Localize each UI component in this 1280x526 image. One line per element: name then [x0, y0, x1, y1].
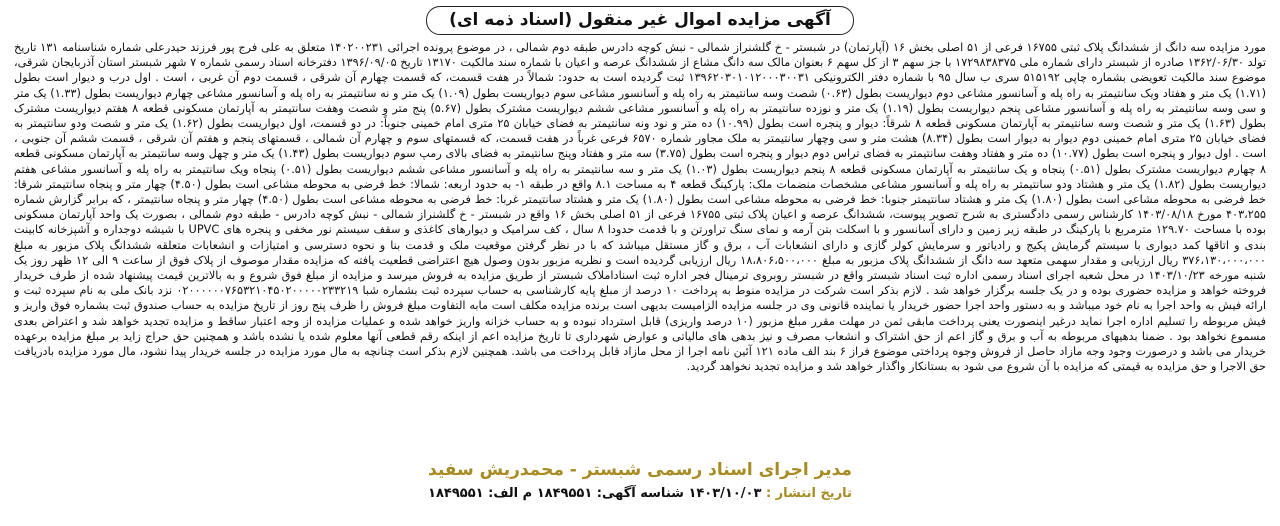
publish-date-label: تاریخ انتشار :: [765, 486, 852, 501]
signature-line: مدیر اجرای اسناد رسمی شبستر - محمدریش سفید: [428, 460, 852, 480]
title-wrapper: [0, 6, 1280, 35]
notice-title: آگهی مزایده اموال غیر منقول (اسناد ذمه ای): [426, 6, 854, 35]
publish-info: [0, 486, 1280, 501]
publish-date-value: ۱۴۰۳/۱۰/۰۳ شناسه آگهی: ۱۸۴۹۵۵۱ م الف: ۱۸۴۹۵۵۱: [428, 486, 762, 501]
notice-body: مورد مزایده سه دانگ از ششدانگ پلاک ثبتی ۱۶۷۵۵ فرعی از ۵۱ اصلی بخش ۱۶ (آپارتمان) در شبستر - خ گلشنراز شمالی - نبش کوچه دادرس طبقه دوم شمالی ، در موضوع پرونده اجرائی ۱۴۰۲۰۰۲۳۱ متعلق به علی فرج پور فرزند حیدرعلی شماره شناسنامه ۱۳۱ تاریخ تولد ۱۳۶۲/۰۶/۳۰ صادره از شبستر دارای شماره ملی ۱۷۲۹۸۳۸۳۷۵ با جز سهم ۳ از کل سهم ۶ بعنوان مالک سه دانگ مشاع از ششدانگ عرصه و اعیان با شماره سند مالکیت ۱۳۱۷۰ تاریخ ۱۳۹۶/۰۹/۰۵ دفترخانه اسناد رسمی شماره ۷ شهر شبستر استان آذربایجان شرقی، موضوع سند مالکیت تعویضی بشماره چاپی ۵۱۵۱۹۲ سری ب سال ۹۵ با شماره دفتر الکترونیکی ۱۳۹۶۲۰۳۰۱۰۱۲۰۰۰۳۰۰۳۱ ثبت گردیده است به حدود: شمالاً در هفت قسمت، که قسمت چهارم آن شرقی ، قسمت دوم آن غربی ، است . اول درب و دیوار است بطول (۱.۷۱) یک متر و هفتاد ویک سانتیمتر به راه پله و آسانسور مشاعی دوم دیواریست بطول (۰.۶۳) شصت وسه سانتیمتر به راه پله و آسانسور مشاعی سوم دیواریست بطول (۱.۰۹) یک متر و نه سانتیمتر به راه پله و آسانسور مشاعی چهارم دیواریست بطول (۱.۳۳) یک متر و سی وسه سانتیمتر به راه پله و آسانسور مشاعی پنجم دیواریست بطول (۱.۱۹) یک متر و نوزده سانتیمتر به راه پله و آسانسور مشاعی ششم دیواریست مشترک بطول (۵.۶۷) پنج متر و شصت وهفت سانتیمتر به آپارتمان مسکونی قطعه ۸ هفتم دیواریست مشترک بطول (۱.۶۳) یک متر و شصت وسه سانتیمتر به آپارتمان مسکونی قطعه ۸ شرقاً: دیوار و پنجره است بطول (۱۰.۹۹) ده متر و نود ونه سانتیمتر به فضای خیابان ۲۵ متری امام خمینی جنوباً: در دو قسمت، اول دیواریست بطول (۱.۶۲) یک متر و شصت ودو سانتیمتر به فضای خیابان ۲۵ متری امام خمینی دوم دیوار به دیوار است بطول (۸.۳۴) هشت متر و سی وچهار سانتیمتر به ملک مجاور شماره ۶۵۷۰ فرعی غرباً در هفت قسمت، که قسمتهای سوم و چهارم آن شمالی ، قسمتهای پنجم و هفتم آن شرقی ، قسمت ششم آن جنوبی ، است . اول دیوار و پنجره است بطول (۱۰.۷۷) ده متر و هفتاد وهفت سانتیمتر به فضای تراس دوم دیوار و پنجره است بطول (۳.۷۵) سه متر و هفتاد وپنج سانتیمتر به فضای بالای رمپ سوم دیواریست بطول (۱.۴۳) یک متر و چهل وسه سانتیمتر به آپارتمان مسکونی قطعه ۸ چهارم دیواریست مشترک بطول (۰.۵۱) پنجاه و یک سانتیمتر به آپارتمان مسکونی قطعه ۸ پنجم دیواریست بطول (۱.۰۳) یک متر و سه سانتیمتر به راه پله و آسانسور مشاعی ششم دیواریست بطول (۰.۵۱) پنجاه ویک سانتیمتر به راه پله و آسانسور مشاعی هفتم دیواریست بطول (۱.۸۲) یک متر و هشتاد ودو سانتیمتر به راه پله و آسانسور مشاعی مشخصات منضمات ملک: پارکینگ قطعه ۴ به مساحت ۸.۱ واقع در طبقه ۱- به حدود اربعه: شمالا: خط فرضی به محوطه مشاعی است بطول (۴.۵۰) چهار متر و پنجاه سانتیمتر شرقا: خط فرضی به محوطه مشاعی است بطول (۱.۸۰) یک متر و هشتاد سانتیمتر جنوبا: خط فرضی به محوطه مشاعی است بطول (۱.۸۰) یک متر و هشتاد سانتیمتر غربا: خط فرضی به محوطه مشاعی است بطول (۴.۵۰) چهار متر و پنجاه سانتیمتر ، که برابر گزارش شماره ۴۰۳،۲۵۵ مورخ ۱۴۰۳/۰۸/۱۸ کارشناس رسمی دادگستری به شرح تصویر پیوست، ششدانگ عرصه و اعیان پلاک ثبتی ۱۶۷۵۵ فرعی از ۵۱ اصلی بخش ۱۶ واقع در شبستر - خ گلشنراز شمالی - نبش کوچه دادرس - طبقه دوم شمالی ، بصورت یک واحد آپارتمان مسکونی بوده با مساحت ۱۲۹.۷۰ مترمربع با پارکینگ در طبقه زیر زمین و دارای آسانسور و با اسکلت بتن آرمه و نمای سنگ تراورتن و با قدمت حدودا ۸ سال ، کف سرامیک و دیوارهای کاغذی و سقف سیستم نور مخفی و پنجره های UPVC با شیشه دوجداره و آشپزخانه کابینت بندی و اتاقها کمد دیواری با سیستم گرمایش پکیج و رادیاتور و سرمایش کولر گازی و دارای انشعابات آب ، برق و گاز مستقل میباشد که با در نظر گرفتن موقعیت ملک و قدمت بنا و نحوه دسترسی و امتیازات و انشعابات متعلقه ششدانگ پلاک مزبور به مبلغ ۳۷۶،۱۳۰،۰۰۰،۰۰۰ ریال ارزیابی و مقدار سهمی متعهد سه دانگ از ششدانگ پلاک مزبور به مبلغ ۱۸،۸۰۶،۵۰۰،۰۰۰ ریال ارزیابی گردیده است و نظریه مزبور بدون وصول هیچ اعتراضی قطعیت یافته که مزایده مقدار موصوف از پلاک فوق از ساعت ۹ الی ۱۲ ظهر روز یک شنبه مورخه ۱۴۰۳/۱۰/۲۳ در محل شعبه اجرای اسناد رسمی اداره ثبت اسناد شبستر واقع در شبستر روبروی ترمینال فجر اداره ثبت اسناداملاک شبستر از طریق مزایده به فروش میرسد و مزایده از مبلغ فوق شروع و به بالاترین قیمت پیشنهاد شده از طرف خریدار فروخته خواهد و مزایده حضوری بوده و در یک جلسه برگزار خواهد شد . لازم بذکر است شرکت در مزایده منوط به پرداخت ۱۰ درصد از مبلغ پایه کارشناسی به حساب سپرده ثبت بشماره شبا ۰۲۰۰۰۰۰۰۷۶۵۳۲۱۰۴۵۰۲۰۰۰۰۰۲۳۳۲۱۹ نزد بانک ملی به نام سپرده ثبت و ارائه فیش به واحد اجرا به نام خود میباشد و به دستور واحد اجرا حضور خریدار یا نماینده قانونی وی در جلسه مزایده الزامیست بدیهی است برنده مزایده مکلف است مابه التفاوت مبلغ فروش را ظرف پنج روز از تاریخ مزایده به حساب صندوق ثبت بشماره فوق واریز و فیش مربوطه را تسلیم اداره اجرا نماید درغیر اینصورت یعنی پرداخت مابقی ثمن در مهلت مقرر مبلغ مزبور (۱۰ درصد واریزی) قابل استرداد نبوده و به حساب خزانه واریز خواهد شده و عملیات مزایده از وجه اعتبار ساقط و مزایده تجدید خواهد شد و اعتراض بعدی مسموع نخواهد بود . ضمنا بدهیهای مربوطه به آب و برق و گاز اعم از حق اشتراک و انشعاب مصرف و نیز بدهی های مالیاتی و عوارض شهرداری تا تاریخ مزایده اعم از اینکه رقم قطعی آنها معلوم شده یا نشده باشد و همچنین حق حراج زاید بر مبلغ مزایده برعهده خریدار می باشد و درصورت وجود وجه مازاد حاصل از فروش وجوه پرداختی موضوع فراز ۶ بند الف ماده ۱۲۱ آئین نامه اجرا از محل مازاد قابل پرداخت می باشد. همچنین لازم بذکر است چنانچه به مال مورد مزایده در جلسه خریدار پیدا نشود، مال مورد مزایده بادریافت حق الاجرا و حق مزایده به قیمتی که مزایده با آن شروع می شود به بستانکار واگذار خواهد شد و مزایده تجدید نخواهد گردید.: [14, 41, 1266, 374]
